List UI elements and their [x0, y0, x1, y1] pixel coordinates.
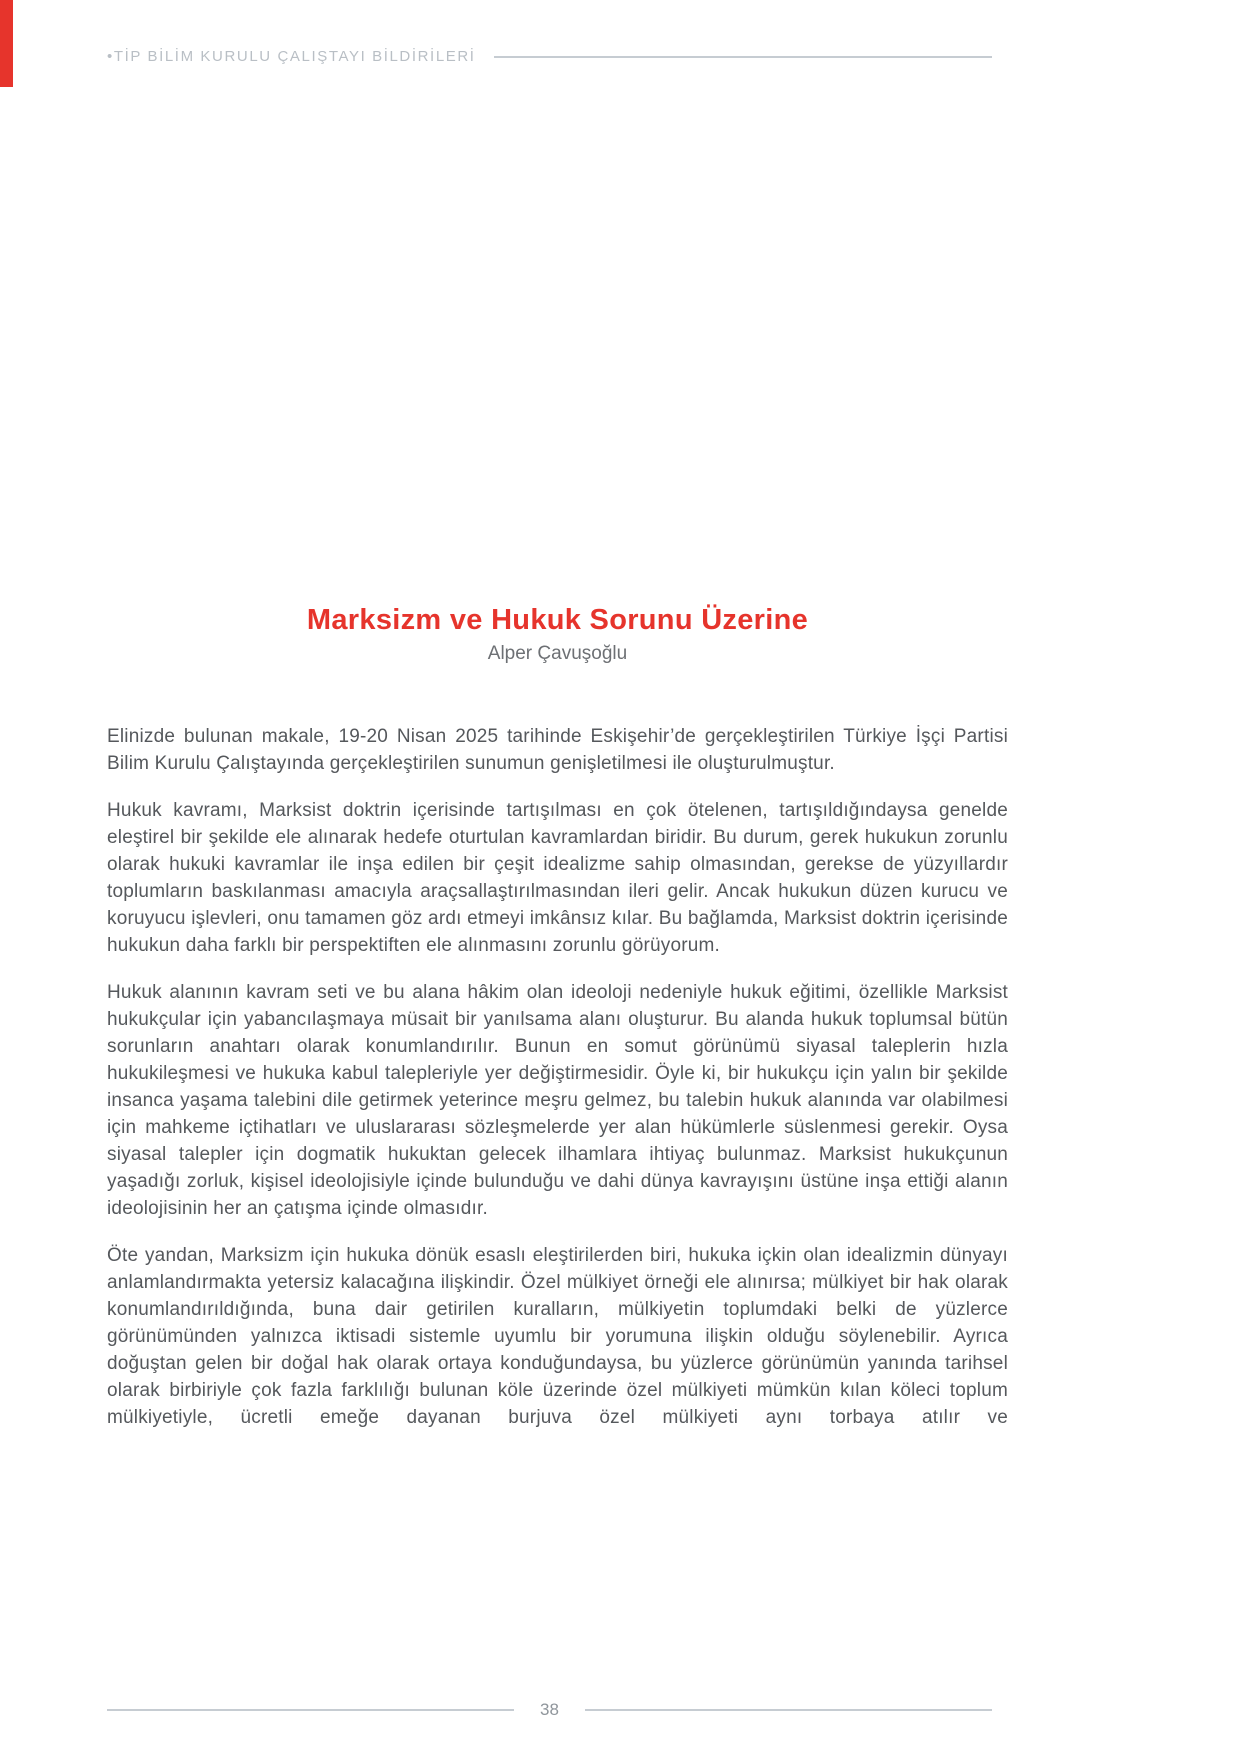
footer-rule-right [585, 1709, 992, 1711]
article [107, 0, 1008, 1431]
body-paragraph: Hukuk alanının kavram seti ve bu alana hâkim olan ideoloji nedeniyle hukuk eğitimi, özellikle Marksist hukukçular için yabancılaşmaya müsait bir yanılsama alanı oluşturur. Bu alanda hukuk toplumsal bütün sorunların anahtarı olarak konumlandırılır. Bunun en somut görünümü siyasal taleplerin hızla hukukileşmesi ve hukuka kabul talepleriyle yer değiştirmesidir. Öyle ki, bir hukukçu için yalın bir şekilde insanca yaşama talebini dile getirmek yeterince meşru gelmez, bu talebin hukuk alanında var olabilmesi için mahkeme içtihatları ve uluslararası sözleşmelerde yer alan hükümlerle süslenmesi gerekir. Oysa siyasal talepler için dogmatik hukuktan gelecek ilhamlara ihtiyaç bulunmaz. Marksist hukukçunun yaşadığı zorluk, kişisel ideolojisiyle içinde bulunduğu ve dahi dünya kavrayışını üstüne inşa ettiği alanın ideolojisinin her an çatışma içinde olmasıdır. [107, 982, 1008, 1219]
footer-rule-left [107, 1709, 514, 1711]
body-paragraph: Elinizde bulunan makale, 19-20 Nisan 2025 tarihinde Eskişehir’de gerçekleştirilen Türkiye İşçi Partisi Bilim Kurulu Çalıştayında gerçekleştirilen sunumun genişletilmesi ile oluşturulmuştur. [107, 726, 1008, 774]
author-name: Alper Çavuşoğlu [487, 643, 628, 664]
article-title: Marksizm ve Hukuk Sorunu Üzerine [306, 604, 809, 636]
accent-bar [0, 0, 13, 87]
page-number: 38 [540, 1700, 559, 1719]
body-paragraph: Öte yandan, Marksizm için hukuka dönük esaslı eleştirilerden biri, hukuka içkin olan idealizmin dünyayı anlamlandırmakta yetersiz kalacağına ilişkindir. Özel mülkiyet örneği ele alınırsa; mülkiyet bir hak olarak konumlandırıldığında, buna dair getirilen kuralların, mülkiyetin toplumdaki belki de yüzlerce görünümünden yalnızca iktisadi sistemle uyumlu bir yorumuna ilişkin olduğu söylenebilir. Ayrıca doğuştan gelen bir doğal hak olarak ortaya konduğundaysa, bu yüzlerce görünümün yanında tarihsel olarak birbiriyle çok fazla farklılığı bulunan köle üzerinde özel mülkiyeti mümkün kılan köleci toplum mülkiyetiyle, ücretli emeğe dayanan burjuva özel mülkiyeti aynı torbaya atılır ve [107, 1245, 1008, 1428]
header-title: •TİP BİLİM KURULU ÇALIŞTAYI BİLDİRİLERİ [107, 48, 476, 65]
page-footer [107, 1700, 992, 1720]
body-paragraph: Hukuk kavramı, Marksist doktrin içerisinde tartışılması en çok ötelenen, tartışıldığındaysa genelde eleştirel bir şekilde ele alınarak hedefe oturtulan kavramlardan biridir. Bu durum, gerek hukukun zorunlu olarak hukuki kavramlar ile inşa edilen bir çeşit idealizme sahip olmasından, gerekse de yüzyıllardır toplumların baskılanması amacıyla araçsallaştırılmasından ileri gelir. Ancak hukukun düzen kurucu ve koruyucu işlevleri, onu tamamen göz ardı etmeyi imkânsız kılar. Bu bağlamda, Marksist doktrin içerisinde hukukun daha farklı bir perspektiften ele alınmasını zorunlu görüyorum. [107, 800, 1008, 956]
